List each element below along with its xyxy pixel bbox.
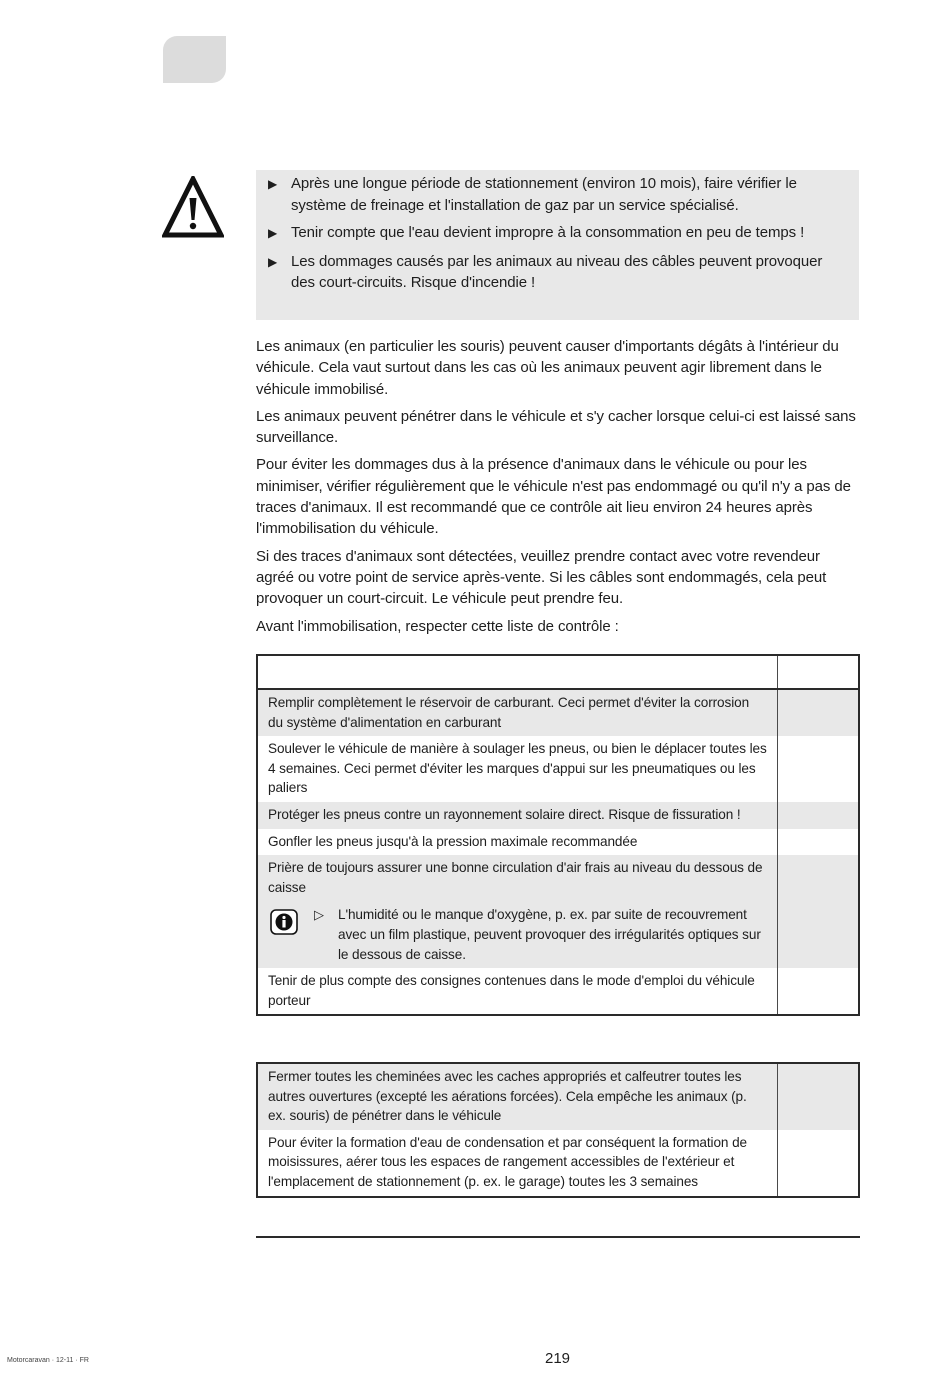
warning-item	[268, 173, 849, 216]
check-cell[interactable]	[778, 1130, 860, 1197]
task-cell: Tenir de plus compte des consignes contenues dans le mode d'emploi du véhicule porteur	[268, 973, 755, 1008]
info-icon	[270, 909, 298, 935]
task-cell: Soulever le véhicule de manière à soulager les pneus, ou bien le déplacer toutes les 4 semaines. Ceci permet d'éviter les marques d'appui sur les pneumatiques ou les paliers	[268, 741, 767, 796]
bullet-outline-arrow-icon: ▷	[314, 907, 324, 923]
task-text: Prière de toujours assurer une bonne circulation d'air frais au niveau du dessous de caisse	[268, 860, 763, 895]
section-divider	[256, 1236, 860, 1238]
check-cell[interactable]	[778, 829, 860, 856]
table-row	[257, 1130, 859, 1197]
header-cell-check	[778, 655, 860, 689]
check-cell[interactable]	[778, 1063, 860, 1130]
footer-label: Motorcaravan · 12-11 · FR	[7, 1357, 89, 1364]
warning-triangle-icon	[162, 176, 224, 238]
task-cell: Fermer toutes les cheminées avec les caches appropriés et calfeutrer toutes les autres ouvertures (excepté les aérations forcées). Cela empêche les animaux (p. ex. souris) de pénétrer dans le véhicule	[257, 1063, 778, 1130]
checklist-table-1	[256, 654, 860, 1016]
warning-text: Après une longue période de stationnement (environ 10 mois), faire vérifier le système de freinage et l'installation de gaz par un service spécialisé.	[291, 175, 797, 214]
bullet-arrow-icon: ▶	[268, 226, 278, 240]
warning-text: Tenir compte que l'eau devient impropre à la consommation en peu de temps !	[291, 224, 805, 241]
check-cell[interactable]	[778, 689, 860, 736]
info-note	[268, 905, 767, 964]
page-number: 219	[545, 1350, 571, 1367]
check-cell[interactable]	[778, 802, 860, 829]
header-cell-task	[257, 655, 778, 689]
warning-box	[256, 170, 859, 320]
warning-text: Les dommages causés par les animaux au niveau des câbles peuvent provoquer des court-circuits. Risque d'incendie !	[291, 252, 823, 291]
paragraph: Les animaux (en particulier les souris) peuvent causer d'importants dégâts à l'intérieur du véhicule. Cela vaut surtout dans les cas où les animaux peuvent agir librement dans le véhicule immobilisé.	[256, 338, 839, 398]
table-row	[257, 855, 859, 968]
task-cell: Pour éviter la formation d'eau de condensation et par conséquent la formation de moisissures, aérer tous les espaces de rangement accessibles de l'extérieur et l'emplacement de stationnement (p. ex. le garage) toutes les 3 semaines	[268, 1134, 747, 1189]
bullet-arrow-icon: ▶	[268, 177, 278, 191]
warning-item	[268, 222, 849, 245]
table-header-row	[257, 655, 859, 689]
chapter-tab-marker	[163, 36, 226, 83]
task-cell: Gonfler les pneus jusqu'à la pression maximale recommandée	[268, 833, 638, 849]
check-cell[interactable]	[778, 968, 860, 1015]
paragraph-checklist-intro: Avant l'immobilisation, respecter cette liste de contrôle :	[256, 617, 619, 635]
table-row	[257, 829, 859, 856]
check-cell[interactable]	[778, 855, 860, 968]
paragraph: Pour éviter les dommages dus à la présence d'animaux dans le véhicule ou pour les minimiser, vérifier régulièrement que le véhicule n'est pas endommagé ou qu'il n'y a pas de traces d'animaux. Il est recommandé que ce contrôle ait lieu environ 24 heures après l'immobilisation du véhicule.	[256, 456, 851, 538]
table-row	[257, 689, 859, 736]
task-cell-with-note	[257, 855, 778, 968]
table-row	[257, 1063, 859, 1130]
table-row	[257, 802, 859, 829]
task-cell: Protéger les pneus contre un rayonnement solaire direct. Risque de fissuration !	[257, 802, 778, 829]
table-row	[257, 968, 859, 1015]
paragraph: Les animaux peuvent pénétrer dans le véhicule et s'y cacher lorsque celui-ci est laissé sans surveillance.	[256, 407, 856, 447]
task-cell: Remplir complètement le réservoir de carburant. Ceci permet d'éviter la corrosion du système d'alimentation en carburant	[257, 689, 778, 736]
body-text	[256, 336, 861, 643]
paragraph: Si des traces d'animaux sont détectées, veuillez prendre contact avec votre revendeur agréé ou votre point de service après-vente. Si les câbles sont endommagés, cela peut provoquer un court-circuit. Le véhicule peut prendre feu.	[256, 547, 827, 608]
bullet-arrow-icon: ▶	[268, 254, 278, 269]
checklist-table-2	[256, 1062, 860, 1198]
warning-item	[268, 251, 849, 294]
table-row	[257, 736, 859, 802]
check-cell[interactable]	[778, 736, 860, 802]
note-text: L'humidité ou le manque d'oxygène, p. ex. par suite de recouvrement avec un film plastique, peuvent provoquer des irrégularités optiques sur le dessous de caisse.	[338, 907, 761, 962]
